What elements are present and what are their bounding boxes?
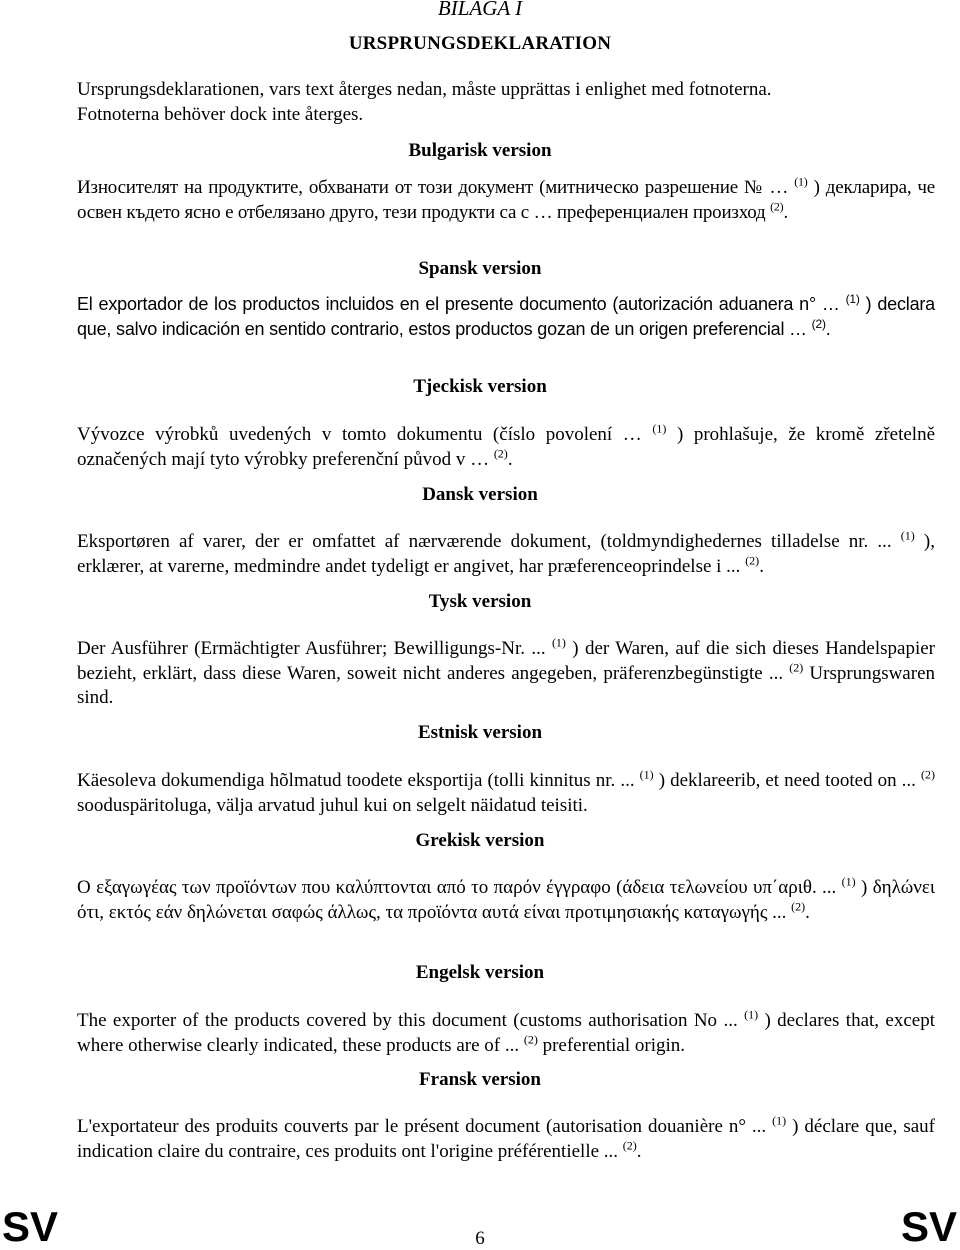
text-part: Ο εξαγωγέας των προϊόντων που καλύπτονται από το παρόν έγγραφο (άδεια τελωνείου υπ΄αριθ. ...: [77, 877, 842, 898]
section-heading-french: Fransk version: [419, 1069, 541, 1090]
footnote-ref-2: (2): [622, 1138, 637, 1153]
text-part: .: [759, 555, 764, 577]
footnote-ref-2: (2): [493, 446, 508, 461]
text-part: ) der Waren, auf die sich dieses Handelspapier bezieht, erklärt, dass diese Waren, soweit nicht anderes angegeben, präferenzbegünstigte ...: [77, 638, 936, 684]
section-heading-estonian: Estnisk version: [417, 722, 543, 743]
text-part: ) déclare que, sauf indication claire du contraire, ces produits ont l'origine préférentielle ...: [77, 1116, 935, 1162]
section-text-greek: [77, 876, 935, 925]
text-part: ) declara que, salvo indicación en sentido contrario, estos productos gozan de un origen preferencial …: [77, 294, 935, 339]
footnote-ref-1: (1): [841, 874, 856, 889]
section-heading-spanish: Spansk version: [418, 258, 542, 279]
section-text-bulgarian: [77, 176, 935, 225]
footnote-ref-1: (1): [845, 292, 860, 306]
section-heading-german: Tysk version: [428, 591, 532, 612]
text-part: .: [783, 201, 789, 223]
section-text-estonian: [77, 769, 935, 818]
footnote-ref-1: (1): [652, 421, 667, 436]
footnote-ref-2: (2): [770, 199, 784, 214]
text-part: ) deklareerib, et need tooted on ...: [653, 770, 921, 791]
intro-line-2: Fotnoterna behöver dock inte återges.: [77, 103, 364, 125]
text-part: .: [636, 1140, 642, 1162]
footnote-ref-1: (1): [744, 1007, 759, 1022]
document-title: URSPRUNGSDEKLARATION: [348, 33, 612, 54]
text-part: Der Ausführer (Ermächtigter Ausführer; Bewilligungs-Nr. ...: [77, 638, 552, 659]
language-code-right: SV: [900, 1203, 957, 1250]
section-heading-czech: Tjeckisk version: [413, 376, 547, 397]
section-heading-greek: Grekisk version: [415, 830, 545, 851]
footnote-ref-2: (2): [921, 767, 935, 782]
section-text-spanish: [77, 292, 935, 341]
footnote-ref-1: (1): [900, 528, 915, 543]
section-heading-bulgarian: Bulgarisk version: [408, 140, 552, 161]
text-part: L'exportateur des produits couverts par le présent document (autorisation douanière n° ...: [77, 1116, 773, 1137]
section-text-french: [77, 1115, 935, 1164]
text-part: ) declares that, except where otherwise clearly indicated, these products are of ...: [77, 1010, 935, 1056]
footnote-ref-2: (2): [523, 1032, 538, 1047]
section-heading-english: Engelsk version: [415, 962, 545, 983]
text-part: ), erklærer, at varerne, medmindre andet tydeligt er angivet, har præferenceoprindelse i ...: [77, 531, 935, 577]
footnote-ref-2: (2): [745, 553, 760, 568]
language-code-left: SV: [2, 1203, 59, 1250]
footnote-ref-1: (1): [551, 635, 566, 650]
footnote-ref-2: (2): [811, 316, 826, 331]
text-part: ) декларира, че освен където ясно е отбелязано друго, тези продукти са с … преференциален произход: [77, 177, 935, 223]
page-number: 6: [475, 1228, 485, 1249]
text-part: Износителят на продуктите, обхванати от този документ (митническо разрешение № …: [77, 177, 795, 198]
annex-label: BILAGA I: [437, 0, 523, 20]
text-part: .: [825, 318, 831, 339]
footnote-ref-1: (1): [772, 1113, 787, 1128]
intro-paragraph: [77, 78, 935, 127]
section-heading-danish: Dansk version: [422, 484, 538, 505]
section-text-danish: [77, 530, 935, 579]
section-text-german: [77, 637, 935, 711]
text-part: Eksportøren af varer, der er omfattet af nærværende dokument, (toldmyndighedernes tilladelse nr. ...: [77, 531, 901, 552]
text-part: sooduspäritoluga, välja arvatud juhul kui on selgelt näidatud teisiti.: [77, 794, 588, 816]
text-part: The exporter of the products covered by this document (customs authorisation No ...: [77, 1010, 745, 1031]
text-part: El exportador de los productos incluidos en el presente documento (autorización aduanera n° …: [77, 294, 846, 314]
footnote-ref-1: (1): [794, 174, 808, 189]
footnote-ref-1: (1): [639, 767, 654, 782]
section-text-czech: [77, 423, 935, 472]
text-part: Vývozce výrobků uvedených v tomto dokumentu (číslo povolení …: [77, 424, 653, 445]
footnote-ref-2: (2): [791, 899, 806, 914]
footnote-ref-2: (2): [789, 660, 804, 675]
text-part: ) δηλώνει ότι, εκτός εάν δηλώνεται σαφώς άλλως, τα προϊόντα αυτά είναι προτιμησιακής καταγωγής ...: [77, 877, 935, 923]
text-part: .: [805, 901, 810, 923]
text-part: Käesoleva dokumendiga hõlmatud toodete eksportija (tolli kinnitus nr. ...: [77, 770, 640, 791]
text-part: ) prohlašuje, že kromě zřetelně označených mají tyto výrobky preferenční původ v …: [77, 424, 935, 470]
intro-line-1: Ursprungsdeklarationen, vars text återges nedan, måste upprättas i enlighet med fotnoterna.: [77, 79, 772, 100]
section-text-english: [77, 1009, 935, 1058]
text-part: preferential origin.: [537, 1034, 686, 1056]
text-part: Ursprungswaren sind.: [77, 662, 935, 708]
text-part: .: [507, 448, 513, 470]
